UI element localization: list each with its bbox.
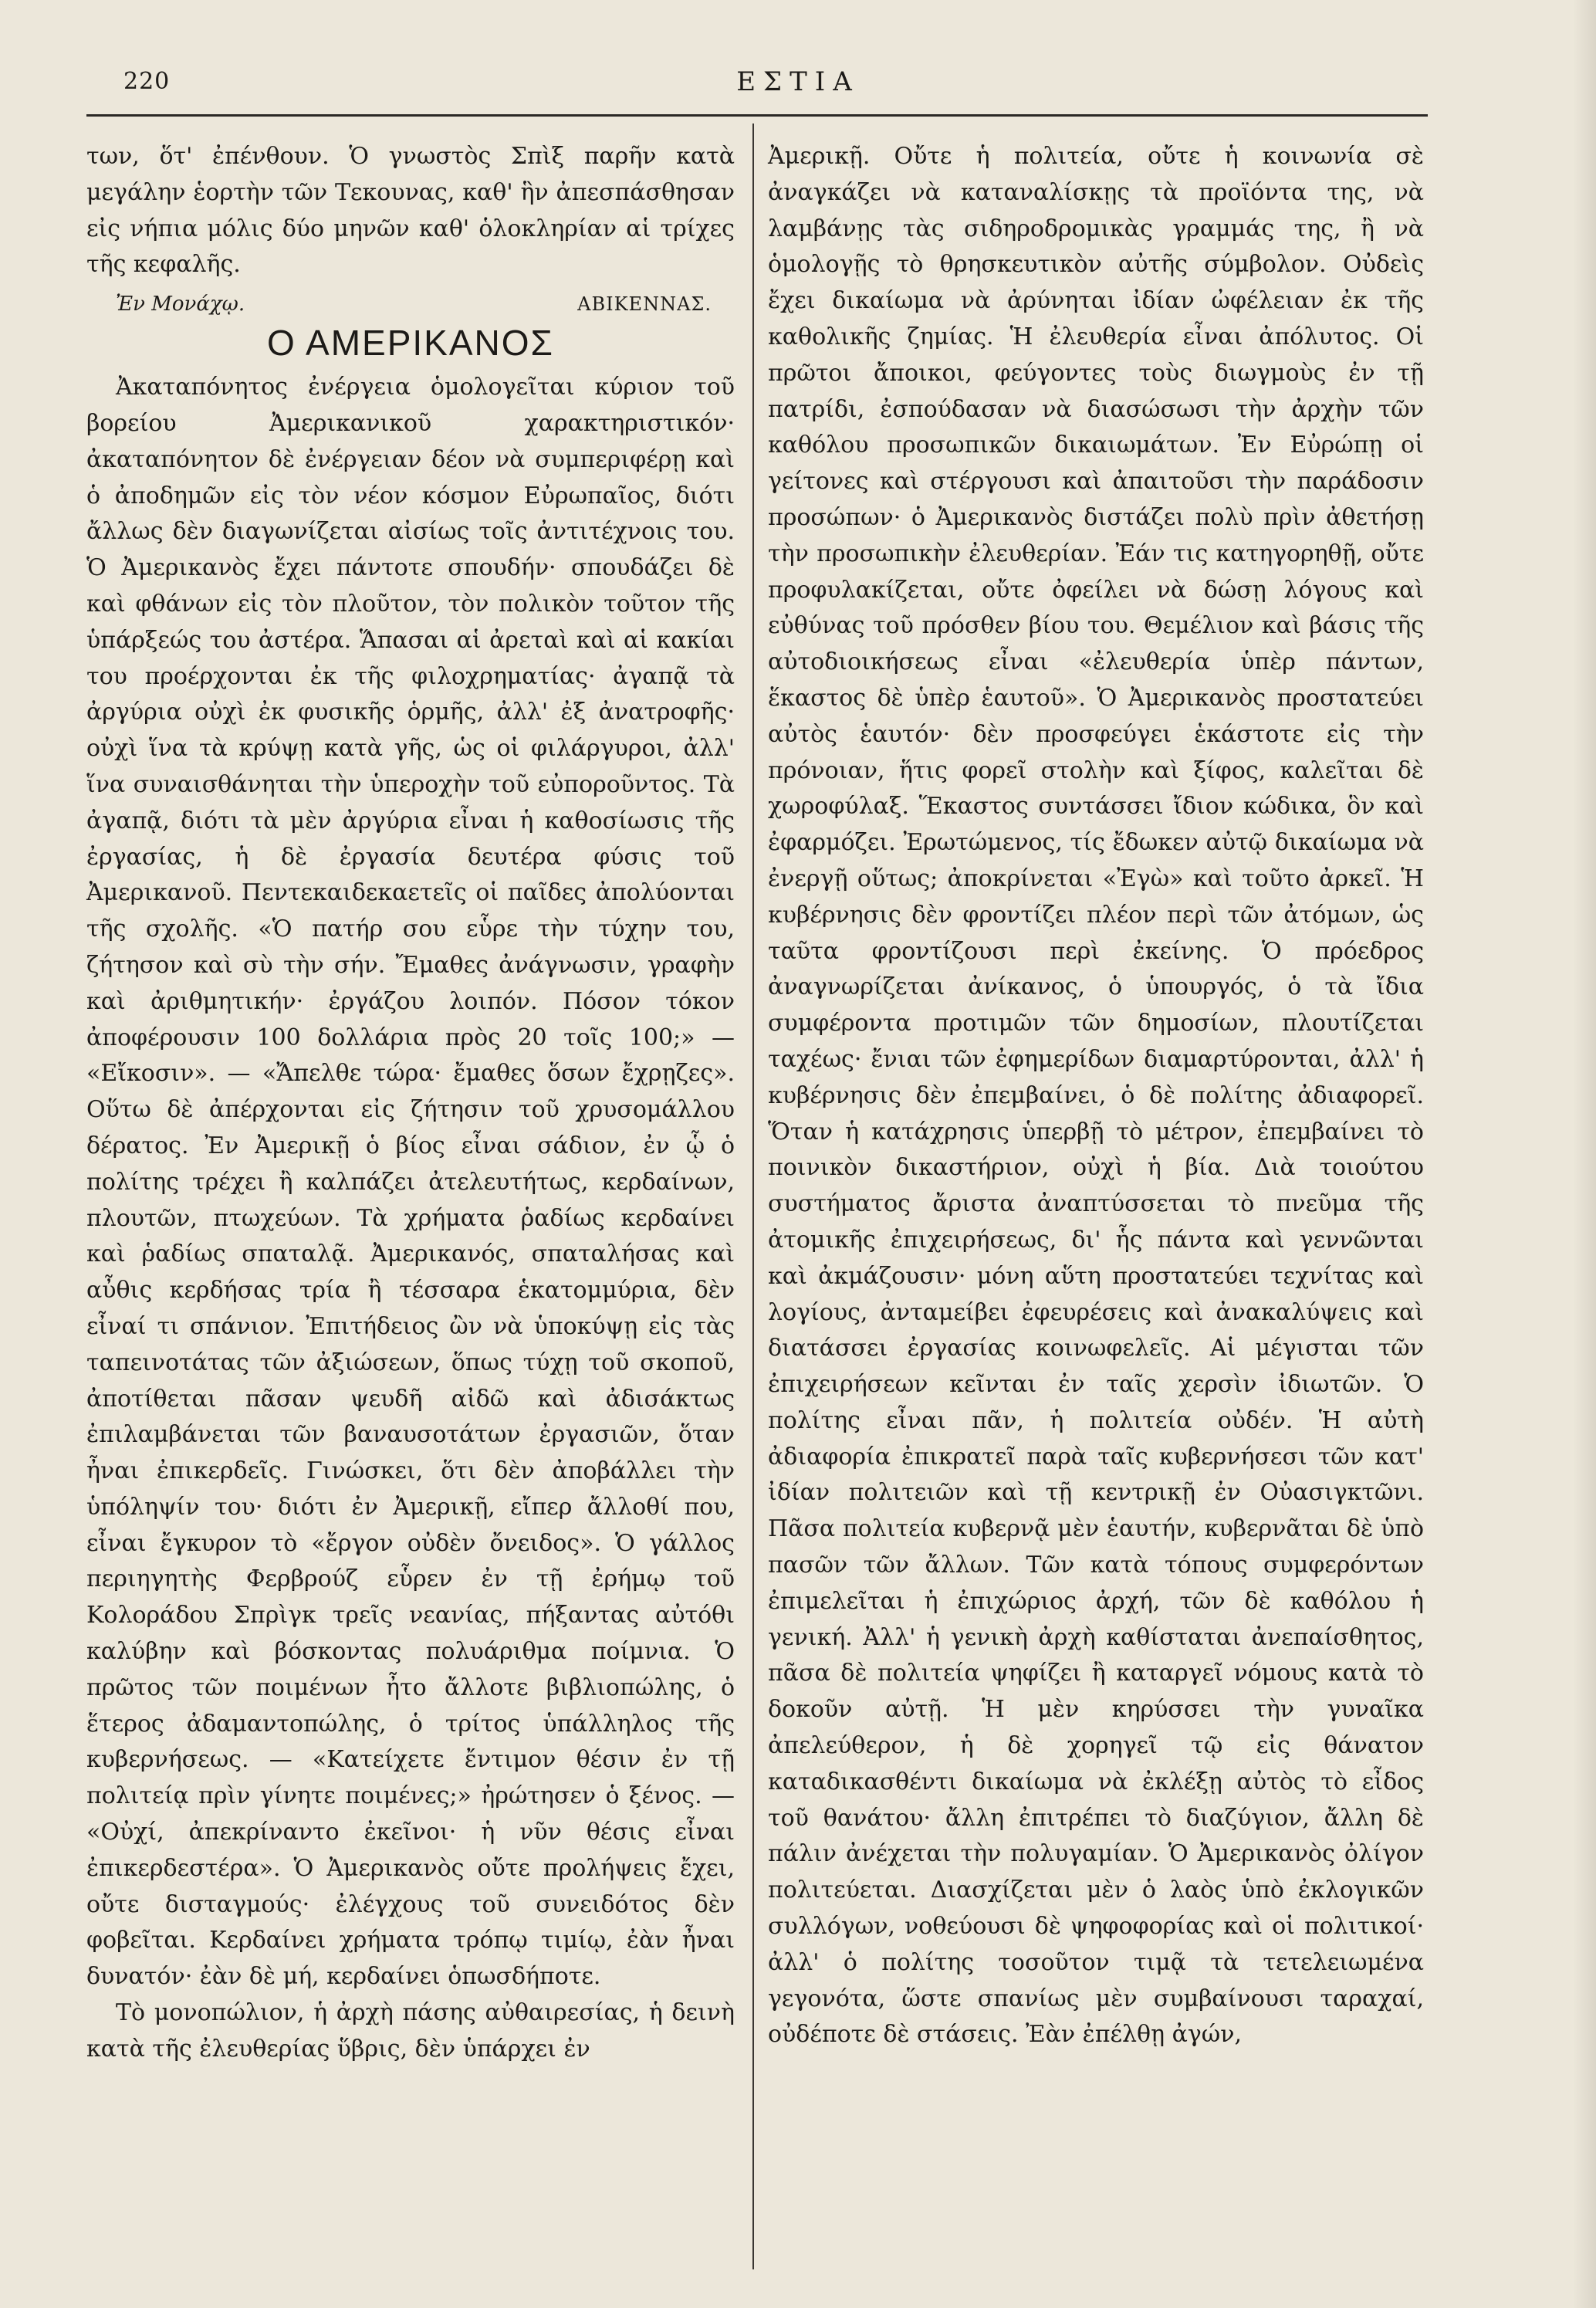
- running-title: ΕΣΤΙΑ: [736, 66, 860, 97]
- left-column: [86, 139, 735, 2068]
- byline-place: Ἐν Μονάχῳ.: [116, 293, 245, 316]
- scan-edge-shadow: [1573, 0, 1596, 2308]
- article-paragraph: Τὸ μονοπώλιον, ἡ ἀρχὴ πάσης αὐθαιρεσίας, ἡ δεινὴ κατὰ τῆς ἐλευθερίας ὕβρις, δὲν ὑπάρχει ἐν: [86, 1999, 735, 2063]
- byline: [86, 283, 735, 319]
- byline-author: ΑΒΙΚΕΝΝΑΣ.: [577, 293, 712, 316]
- page-number: 220: [123, 68, 171, 95]
- column-divider: [752, 124, 754, 2269]
- opening-paragraph: των, ὅτ' ἐπένθουν. Ὁ γνωστὸς Σπὶξ παρῆν κατὰ μεγάλην ἑορτὴν τῶν Τεκουνας, καθ' ἣν ἀπεσπάσθησαν εἰς νήπια μόλις δύο μηνῶν καθ' ὁλοκληρίαν αἱ τρίχες τῆς κεφαλῆς.: [86, 143, 735, 279]
- article-paragraph: Ἀμερικῇ. Οὔτε ἡ πολιτεία, οὔτε ἡ κοινωνία σὲ ἀναγκάζει νὰ καταναλίσκῃς τὰ προϊόντα της, νὰ λαμβάνῃς τὰς σιδηροδρομικὰς γραμμάς της, ἢ νὰ ὁμολογῇς τὸ θρησκευτικὸν αὐτῆς σύμβολον. Οὐδεὶς ἔχει δικαίωμα νὰ ἀρύνηται ἰδίαν ὠφέλειαν ἐκ τῆς καθολικῆς ζημίας. Ἡ ἐλευθερία εἶναι ἀπόλυτος. Οἱ πρῶτοι ἄποικοι, φεύγοντες τοὺς διωγμοὺς ἐν τῇ πατρίδι, ἐσπούδασαν νὰ διασώσωσι τὴν ἀρχὴν τῶν καθόλου προσωπικῶν δικαιωμάτων. Ἐν Εὐρώπῃ οἱ γείτονες καὶ στέργουσι καὶ ἀπαιτοῦσι τὴν παράδοσιν προσώπων· ὁ Ἀμερικανὸς διστάζει πολὺ πρὶν ἀθετήσῃ τὴν προσωπικὴν ἐλευθερίαν. Ἐάν τις κατηγορηθῇ, οὔτε προφυλακίζεται, οὔτε ὀφείλει νὰ δώσῃ λόγους καὶ εὐθύνας τοῦ πρόσθεν βίου του. Θεμέλιον καὶ βάσις τῆς αὐτοδιοικήσεως εἶναι «ἐλευθερία ὑπὲρ πάντων, ἕκαστος δὲ ὑπὲρ ἑαυτοῦ». Ὁ Ἀμερικανὸς προστατεύει αὐτὸς ἑαυτόν· δὲν προσφεύγει ἑκάστοτε εἰς τὴν πρόνοιαν, ἥτις φορεῖ στολὴν καὶ ξίφος, καλεῖται δὲ χωροφύλαξ. Ἕκαστος συντάσσει ἴδιον κώδικα, ὃν καὶ ἐφαρμόζει. Ἐρωτώμενος, τίς ἔδωκεν αὐτῷ δικαίωμα νὰ ἐνεργῇ οὕτως; ἀποκρίνεται «Ἐγὼ» καὶ τοῦτο ἀρκεῖ. Ἡ κυβέρνησις δὲν φροντίζει πλέον περὶ τῶν ἀτόμων, ὡς ταῦτα φροντίζουσι περὶ ἐκείνης. Ὁ πρόεδρος ἀναγνωρίζεται ἀνίκανος, ὁ ὑπουργός, ὁ τὰ ἴδια συμφέροντα προτιμῶν τῶν δημοσίων, πλουτίζεται ταχέως· ἔνιαι τῶν ἐφημερίδων διαμαρτύρονται, ἀλλ' ἡ κυβέρνησις δὲν ἐπεμβαίνει, ὁ δὲ πολίτης ἀδιαφορεῖ. Ὅταν ἡ κατάχρησις ὑπερβῇ τὸ μέτρον, ἐπεμβαίνει τὸ ποινικὸν δικαστήριον, οὐχὶ ἡ βία. Διὰ τοιούτου συστήματος ἄριστα ἀναπτύσσεται τὸ πνεῦμα τῆς ἀτομικῆς ἐπιχειρήσεως, δι' ἧς πάντα καὶ γεννῶνται καὶ ἀκμάζουσιν· μόνη αὕτη προστατεύει τεχνίτας καὶ λογίους, ἀνταμείβει ἐφευρέσεις καὶ ἀνακαλύψεις καὶ διατάσσει ἐργασίας κοινωφελεῖς. Αἱ μέγισται τῶν ἐπιχειρήσεων κεῖνται ἐν ταῖς χερσὶν ἰδιωτῶν. Ὁ πολίτης εἶναι πᾶν, ἡ πολιτεία οὐδέν. Ἡ αὐτὴ ἀδιαφορία ἐπικρατεῖ παρὰ ταῖς κυβερνήσεσι τῶν κατ' ἰδίαν πολιτειῶν καὶ τῇ κεντρικῇ ἐν Οὐασιγκτῶνι. Πᾶσα πολιτεία κυβερνᾷ μὲν ἑαυτήν, κυβερνᾶται δὲ ὑπὸ πασῶν τῶν ἄλλων. Τῶν κατὰ τόπους συμφερόντων ἐπιμελεῖται ἡ ἐπιχώριος ἀρχή, τῶν δὲ καθόλου ἡ γενική. Ἀλλ' ἡ γενικὴ ἀρχὴ καθίσταται ἀνεπαίσθητος, πᾶσα δὲ πολιτεία ψηφίζει ἢ καταργεῖ νόμους κατὰ τὸ δοκοῦν αὐτῇ. Ἡ μὲν κηρύσσει τὴν γυναῖκα ἀπελεύθερον, ἡ δὲ χορηγεῖ τῷ εἰς θάνατον καταδικασθέντι δικαίωμα νὰ ἐκλέξῃ αὐτὸς τὸ εἶδος τοῦ θανάτου· ἄλλη ἐπιτρέπει τὸ διαζύγιον, ἄλλη δὲ πάλιν ἀνέχεται τὴν πολυγαμίαν. Ὁ Ἀμερικανὸς ὀλίγον πολιτεύεται. Διασχίζεται μὲν ὁ λαὸς ὑπὸ ἐκλογικῶν συλλόγων, νοθεύουσι δὲ ψηφοφορίας καὶ οἱ πολιτικοί· ἀλλ' ὁ πολίτης τοσοῦτον τιμᾷ τὰ τετελειωμένα γεγονότα, ὥστε σπανίως μὲν συμβαίνουσι ταραχαί, οὐδέποτε δὲ στάσεις. Ἐὰν ἐπέλθῃ ἀγών,: [768, 143, 1424, 2049]
- article-paragraph: Ἀκαταπόνητος ἐνέργεια ὁμολογεῖται κύριον τοῦ βορείου Ἀμερικανικοῦ χαρακτηριστικόν· ἀκαταπόνητον δὲ ἐνέργειαν δέον νὰ συμπεριφέρῃ καὶ ὁ ἀποδημῶν εἰς τὸν νέον κόσμον Εὐρωπαῖος, διότι ἄλλως δὲν διαγωνίζεται αἰσίως τοῖς ἀντιτέχνοις του. Ὁ Ἀμερικανὸς ἔχει πάντοτε σπουδήν· σπουδάζει δὲ καὶ φθάνων εἰς τὸν πλοῦτον, τὸν πολικὸν τοῦτον τῆς ὑπάρξεώς του ἀστέρα. Ἅπασαι αἱ ἀρεταὶ καὶ αἱ κακίαι του προέρχονται ἐκ τῆς φιλοχρηματίας· ἀγαπᾷ τὰ ἀργύρια οὐχὶ ἐκ φυσικῆς ὁρμῆς, ἀλλ' ἐξ ἀνατροφῆς· οὐχὶ ἵνα τὰ κρύψῃ κατὰ γῆς, ὡς οἱ φιλάργυροι, ἀλλ' ἵνα συναισθάνηται τὴν ὑπεροχὴν τοῦ εὐποροῦντος. Τὰ ἀγαπᾷ, διότι τὰ μὲν ἀργύρια εἶναι ἡ καθοσίωσις τῆς ἐργασίας, ἡ δὲ ἐργασία δευτέρα φύσις τοῦ Ἀμερικανοῦ. Πεντεκαιδεκαετεῖς οἱ παῖδες ἀπολύονται τῆς σχολῆς. «Ὁ πατήρ σου εὗρε τὴν τύχην του, ζήτησον καὶ σὺ τὴν σήν. Ἔμαθες ἀνάγνωσιν, γραφὴν καὶ ἀριθμητικήν· ἐργάζου λοιπόν. Πόσον τόκον ἀποφέρουσιν 100 δολλάρια πρὸς 20 τοῖς 100;» — «Εἴκοσιν». — «Ἄπελθε τώρα· ἔμαθες ὅσων ἔχρῃζες». Οὕτω δὲ ἀπέρχονται εἰς ζήτησιν τοῦ χρυσομάλλου δέρατος. Ἐν Ἀμερικῇ ὁ βίος εἶναι σάδιον, ἐν ᾧ ὁ πολίτης τρέχει ἢ καλπάζει ἀτελευτήτως, κερδαίνων, πλουτῶν, πτωχεύων. Τὰ χρήματα ῥαδίως κερδαίνει καὶ ῥαδίως σπαταλᾷ. Ἀμερικανός, σπαταλήσας καὶ αὖθις κερδήσας τρία ἢ τέσσαρα ἑκατομμύρια, δὲν εἶναί τι σπάνιον. Ἐπιτήδειος ὢν νὰ ὑποκύψῃ εἰς τὰς ταπεινοτάτας τῶν ἀξιώσεων, ὅπως τύχῃ τοῦ σκοποῦ, ἀποτίθεται πᾶσαν ψευδῆ αἰδῶ καὶ ἀδισάκτως ἐπιλαμβάνεται τῶν βαναυσοτάτων ἐργασιῶν, ὅταν ἦναι ἐπικερδεῖς. Γινώσκει, ὅτι δὲν ἀποβάλλει τὴν ὑπόληψίν του· διότι ἐν Ἀμερικῇ, εἴπερ ἄλλοθί που, εἶναι ἔγκυρον τὸ «ἔργον οὐδὲν ὄνειδος». Ὁ γάλλος περιηγητὴς Φερβρούζ εὗρεν ἐν τῇ ἐρήμῳ τοῦ Κολοράδου Σπρὶγκ τρεῖς νεανίας, πήξαντας αὐτόθι καλύβην καὶ βόσκοντας πολυάριθμα ποίμνια. Ὁ πρῶτος τῶν ποιμένων ἦτο ἄλλοτε βιβλιοπώλης, ὁ ἕτερος ἀδαμαντοπώλης, ὁ τρίτος ὑπάλληλος τῆς κυβερνήσεως. — «Κατείχετε ἔντιμον θέσιν ἐν τῇ πολιτείᾳ πρὶν γίνητε ποιμένες;» ἠρώτησεν ὁ ξένος. — «Οὐχί, ἀπεκρίναντο ἐκεῖνοι· ἡ νῦν θέσις εἶναι ἐπικερδεστέρα». Ὁ Ἀμερικανὸς οὔτε προλήψεις ἔχει, οὔτε δισταγμούς· ἐλέγχους τοῦ συνειδότος δὲν φοβεῖται. Κερδαίνει χρήματα τρόπῳ τιμίῳ, ἐὰν ἦναι δυνατόν· ἐὰν δὲ μή, κερδαίνει ὁπωσδήποτε.: [86, 374, 735, 1991]
- header-rule: [86, 114, 1428, 117]
- article-title: Ο ΑΜΕΡΙΚΑΝΟΣ: [267, 323, 554, 364]
- right-column: [768, 139, 1424, 2053]
